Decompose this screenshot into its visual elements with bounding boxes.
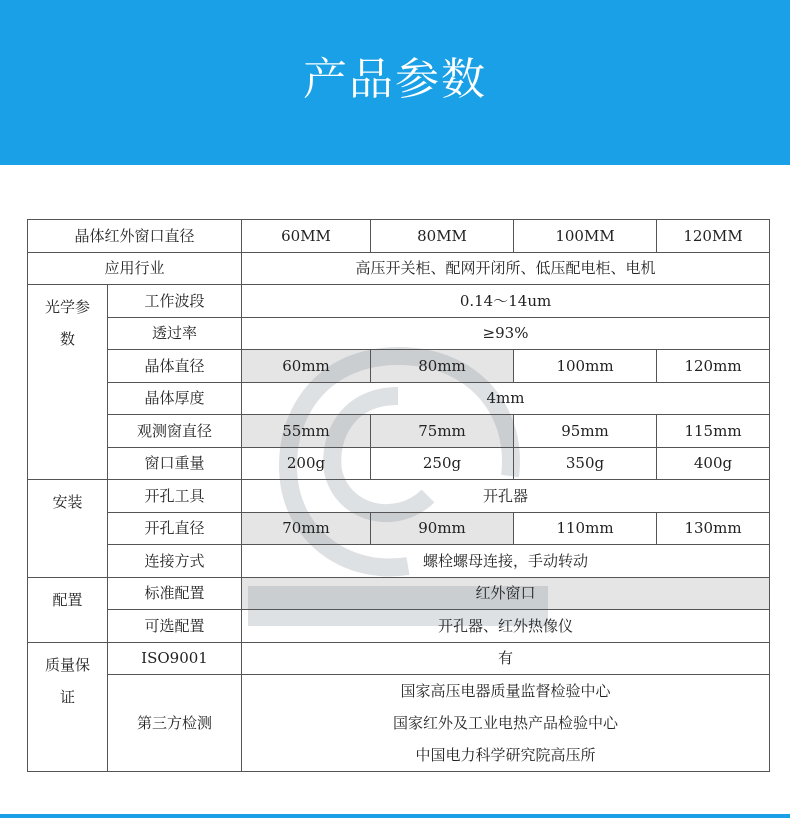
footer-divider (0, 814, 790, 818)
crystal-diameter-value: 120mm (657, 350, 770, 383)
tool-value: 开孔器 (242, 480, 770, 513)
table-row (28, 610, 770, 643)
third-party-line: 中国电力科学研究院高压所 (415, 746, 596, 764)
weight-value: 350g (514, 447, 657, 480)
diameter-value: 120MM (657, 220, 770, 253)
tool-label: 开孔工具 (108, 480, 242, 513)
optical-group-label-line: 光学参 (44, 298, 90, 316)
page-title: 产品参数 (303, 53, 487, 105)
hole-diameter-label: 开孔直径 (108, 512, 242, 545)
table-row (28, 577, 770, 610)
crystal-diameter-label: 晶体直径 (108, 350, 242, 383)
table-row (28, 545, 770, 578)
diameter-value: 100MM (514, 220, 657, 253)
table-row (28, 317, 770, 350)
table-row (28, 642, 770, 675)
optical-group-label (28, 285, 108, 480)
transmittance-value: ≥93% (242, 317, 770, 350)
industry-label: 应用行业 (28, 252, 242, 285)
diameter-label: 晶体红外窗口直径 (28, 220, 242, 253)
weight-label: 窗口重量 (108, 447, 242, 480)
hole-diameter-value: 110mm (514, 512, 657, 545)
wavelength-label: 工作波段 (108, 285, 242, 318)
hole-diameter-value: 130mm (657, 512, 770, 545)
crystal-thickness-value: 4mm (242, 382, 770, 415)
spec-table (27, 219, 770, 772)
transmittance-label: 透过率 (108, 317, 242, 350)
table-row (28, 415, 770, 448)
crystal-diameter-value: 100mm (514, 350, 657, 383)
table-row (28, 480, 770, 513)
table-row (28, 382, 770, 415)
quality-group-label-line: 质量保 (44, 655, 90, 674)
diameter-value: 60MM (242, 220, 371, 253)
standard-config-value: 红外窗口 (242, 577, 770, 610)
view-diameter-label: 观测窗直径 (108, 415, 242, 448)
hole-diameter-value: 70mm (242, 512, 371, 545)
iso-label: ISO9001 (108, 642, 242, 675)
quality-group-label-line: 证 (59, 687, 75, 706)
optional-config-value: 开孔器、红外热像仪 (242, 610, 770, 643)
view-diameter-value: 75mm (371, 415, 514, 448)
hole-diameter-value: 90mm (371, 512, 514, 545)
view-diameter-value: 115mm (657, 415, 770, 448)
table-row (28, 675, 770, 772)
optical-group-label-line: 数 (59, 330, 75, 348)
weight-value: 250g (371, 447, 514, 480)
view-diameter-value: 95mm (514, 415, 657, 448)
industry-value: 高压开关柜、配网开闭所、低压配电柜、电机 (242, 252, 770, 285)
optional-config-label: 可选配置 (108, 610, 242, 643)
standard-config-label: 标准配置 (108, 577, 242, 610)
third-party-label: 第三方检测 (108, 675, 242, 772)
third-party-line: 国家红外及工业电热产品检验中心 (393, 714, 619, 732)
table-row (28, 252, 770, 285)
weight-value: 400g (657, 447, 770, 480)
table-row (28, 512, 770, 545)
table-row (28, 285, 770, 318)
config-group-label: 配置 (28, 577, 108, 642)
page-header (0, 0, 790, 165)
view-diameter-value: 55mm (242, 415, 371, 448)
diameter-value: 80MM (371, 220, 514, 253)
iso-value: 有 (242, 642, 770, 675)
table-row (28, 220, 770, 253)
table-row (28, 447, 770, 480)
wavelength-value: 0.14～14um (242, 285, 770, 318)
third-party-value (242, 675, 770, 772)
weight-value: 200g (242, 447, 371, 480)
connection-value: 螺栓螺母连接，手动转动 (242, 545, 770, 578)
crystal-diameter-value: 60mm (242, 350, 371, 383)
install-group-label: 安装 (28, 480, 108, 578)
crystal-thickness-label: 晶体厚度 (108, 382, 242, 415)
connection-label: 连接方式 (108, 545, 242, 578)
table-row (28, 350, 770, 383)
third-party-line: 国家高压电器质量监督检验中心 (400, 682, 611, 700)
crystal-diameter-value: 80mm (371, 350, 514, 383)
quality-group-label (28, 642, 108, 772)
